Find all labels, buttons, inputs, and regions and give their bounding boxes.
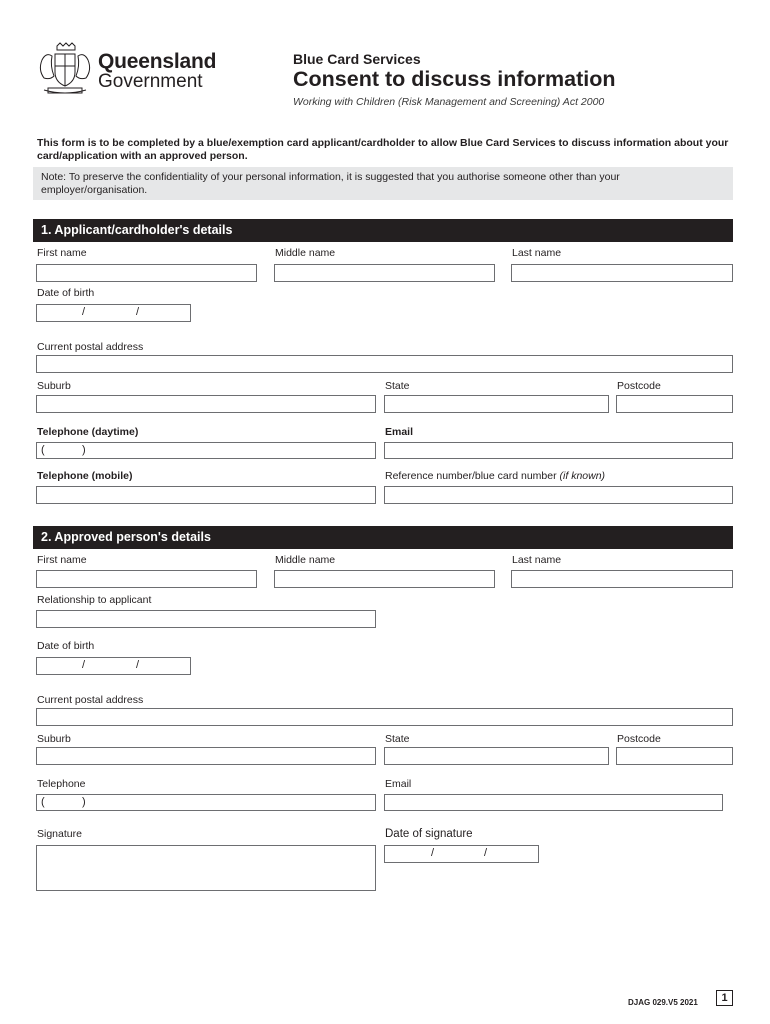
act-reference: Working with Children (Risk Management and Screening) Act 2000 — [293, 96, 605, 108]
suburb-label: Suburb — [37, 733, 71, 745]
postal-address-label: Current postal address — [37, 694, 144, 706]
applicant-middle-name-input[interactable] — [274, 264, 495, 282]
section-1-heading: 1. Applicant/cardholder's details — [33, 219, 733, 242]
email-label: Email — [385, 778, 412, 790]
telephone-daytime-label: Telephone (daytime) — [37, 426, 139, 438]
signature-label: Signature — [37, 828, 82, 840]
section-2-heading: 2. Approved person's details — [33, 526, 733, 549]
area-code-open: ( — [41, 796, 45, 808]
reference-number-label — [385, 470, 605, 482]
note-box: Note: To preserve the confidentiality of your personal information, it is suggested that you authorise someone other than your employer/organisation. — [33, 167, 733, 200]
date-of-signature-label: Date of signature — [385, 828, 473, 840]
telephone-mobile-label: Telephone (mobile) — [37, 470, 133, 482]
logo-subtitle: Government — [98, 71, 203, 92]
middle-name-label: Middle name — [275, 554, 336, 566]
area-code-close: ) — [82, 444, 86, 456]
first-name-label: First name — [37, 554, 87, 566]
approved-middle-name-input[interactable] — [274, 570, 495, 588]
dob-label: Date of birth — [37, 640, 95, 652]
middle-name-label: Middle name — [275, 247, 336, 259]
logo-title: Queensland — [98, 50, 217, 73]
relationship-label: Relationship to applicant — [37, 594, 152, 606]
first-name-label: First name — [37, 247, 87, 259]
last-name-label: Last name — [512, 247, 562, 259]
relationship-input[interactable] — [36, 610, 376, 628]
approved-suburb-input[interactable] — [36, 747, 376, 765]
applicant-telephone-daytime-input[interactable] — [36, 442, 376, 459]
applicant-reference-number-input[interactable] — [384, 486, 733, 504]
page-title: Consent to discuss information — [293, 67, 616, 91]
department-name: Blue Card Services — [293, 51, 421, 67]
applicant-dob-input[interactable] — [36, 304, 191, 322]
queensland-crest-icon — [36, 40, 94, 98]
postcode-label: Postcode — [617, 380, 661, 392]
dob-slash: / — [82, 659, 86, 671]
postal-address-label: Current postal address — [37, 341, 144, 353]
approved-last-name-input[interactable] — [511, 570, 733, 588]
signature-date-input[interactable] — [384, 845, 539, 863]
applicant-telephone-mobile-input[interactable] — [36, 486, 376, 504]
approved-dob-input[interactable] — [36, 657, 191, 675]
applicant-postcode-input[interactable] — [616, 395, 733, 413]
dob-slash: / — [82, 306, 86, 318]
postcode-label: Postcode — [617, 733, 661, 745]
approved-email-input[interactable] — [384, 794, 723, 811]
date-slash: / — [431, 847, 435, 859]
date-slash: / — [484, 847, 488, 859]
state-label: State — [385, 380, 410, 392]
applicant-suburb-input[interactable] — [36, 395, 376, 413]
dob-slash: / — [136, 306, 140, 318]
area-code-close: ) — [82, 796, 86, 808]
dob-label: Date of birth — [37, 287, 95, 299]
page-number: 1 — [716, 990, 733, 1006]
suburb-label: Suburb — [37, 380, 71, 392]
applicant-last-name-input[interactable] — [511, 264, 733, 282]
intro-text: This form is to be completed by a blue/exemption card applicant/cardholder to allow Blue Card Services to discuss information about your card/application with an approved person. — [37, 137, 729, 162]
approved-telephone-input[interactable] — [36, 794, 376, 811]
last-name-label: Last name — [512, 554, 562, 566]
form-code: DJAG 029.V5 2021 — [628, 998, 698, 1007]
reference-number-label-text: Reference number/blue card number — [385, 470, 557, 482]
applicant-email-input[interactable] — [384, 442, 733, 459]
reference-number-hint: (if known) — [559, 470, 606, 482]
applicant-postal-address-input[interactable] — [36, 355, 733, 373]
telephone-label: Telephone — [37, 778, 86, 790]
approved-first-name-input[interactable] — [36, 570, 257, 588]
applicant-state-input[interactable] — [384, 395, 609, 413]
approved-postal-address-input[interactable] — [36, 708, 733, 726]
state-label: State — [385, 733, 410, 745]
applicant-first-name-input[interactable] — [36, 264, 257, 282]
signature-box[interactable] — [36, 845, 376, 891]
approved-state-input[interactable] — [384, 747, 609, 765]
email-label: Email — [385, 426, 414, 438]
approved-postcode-input[interactable] — [616, 747, 733, 765]
area-code-open: ( — [41, 444, 45, 456]
dob-slash: / — [136, 659, 140, 671]
